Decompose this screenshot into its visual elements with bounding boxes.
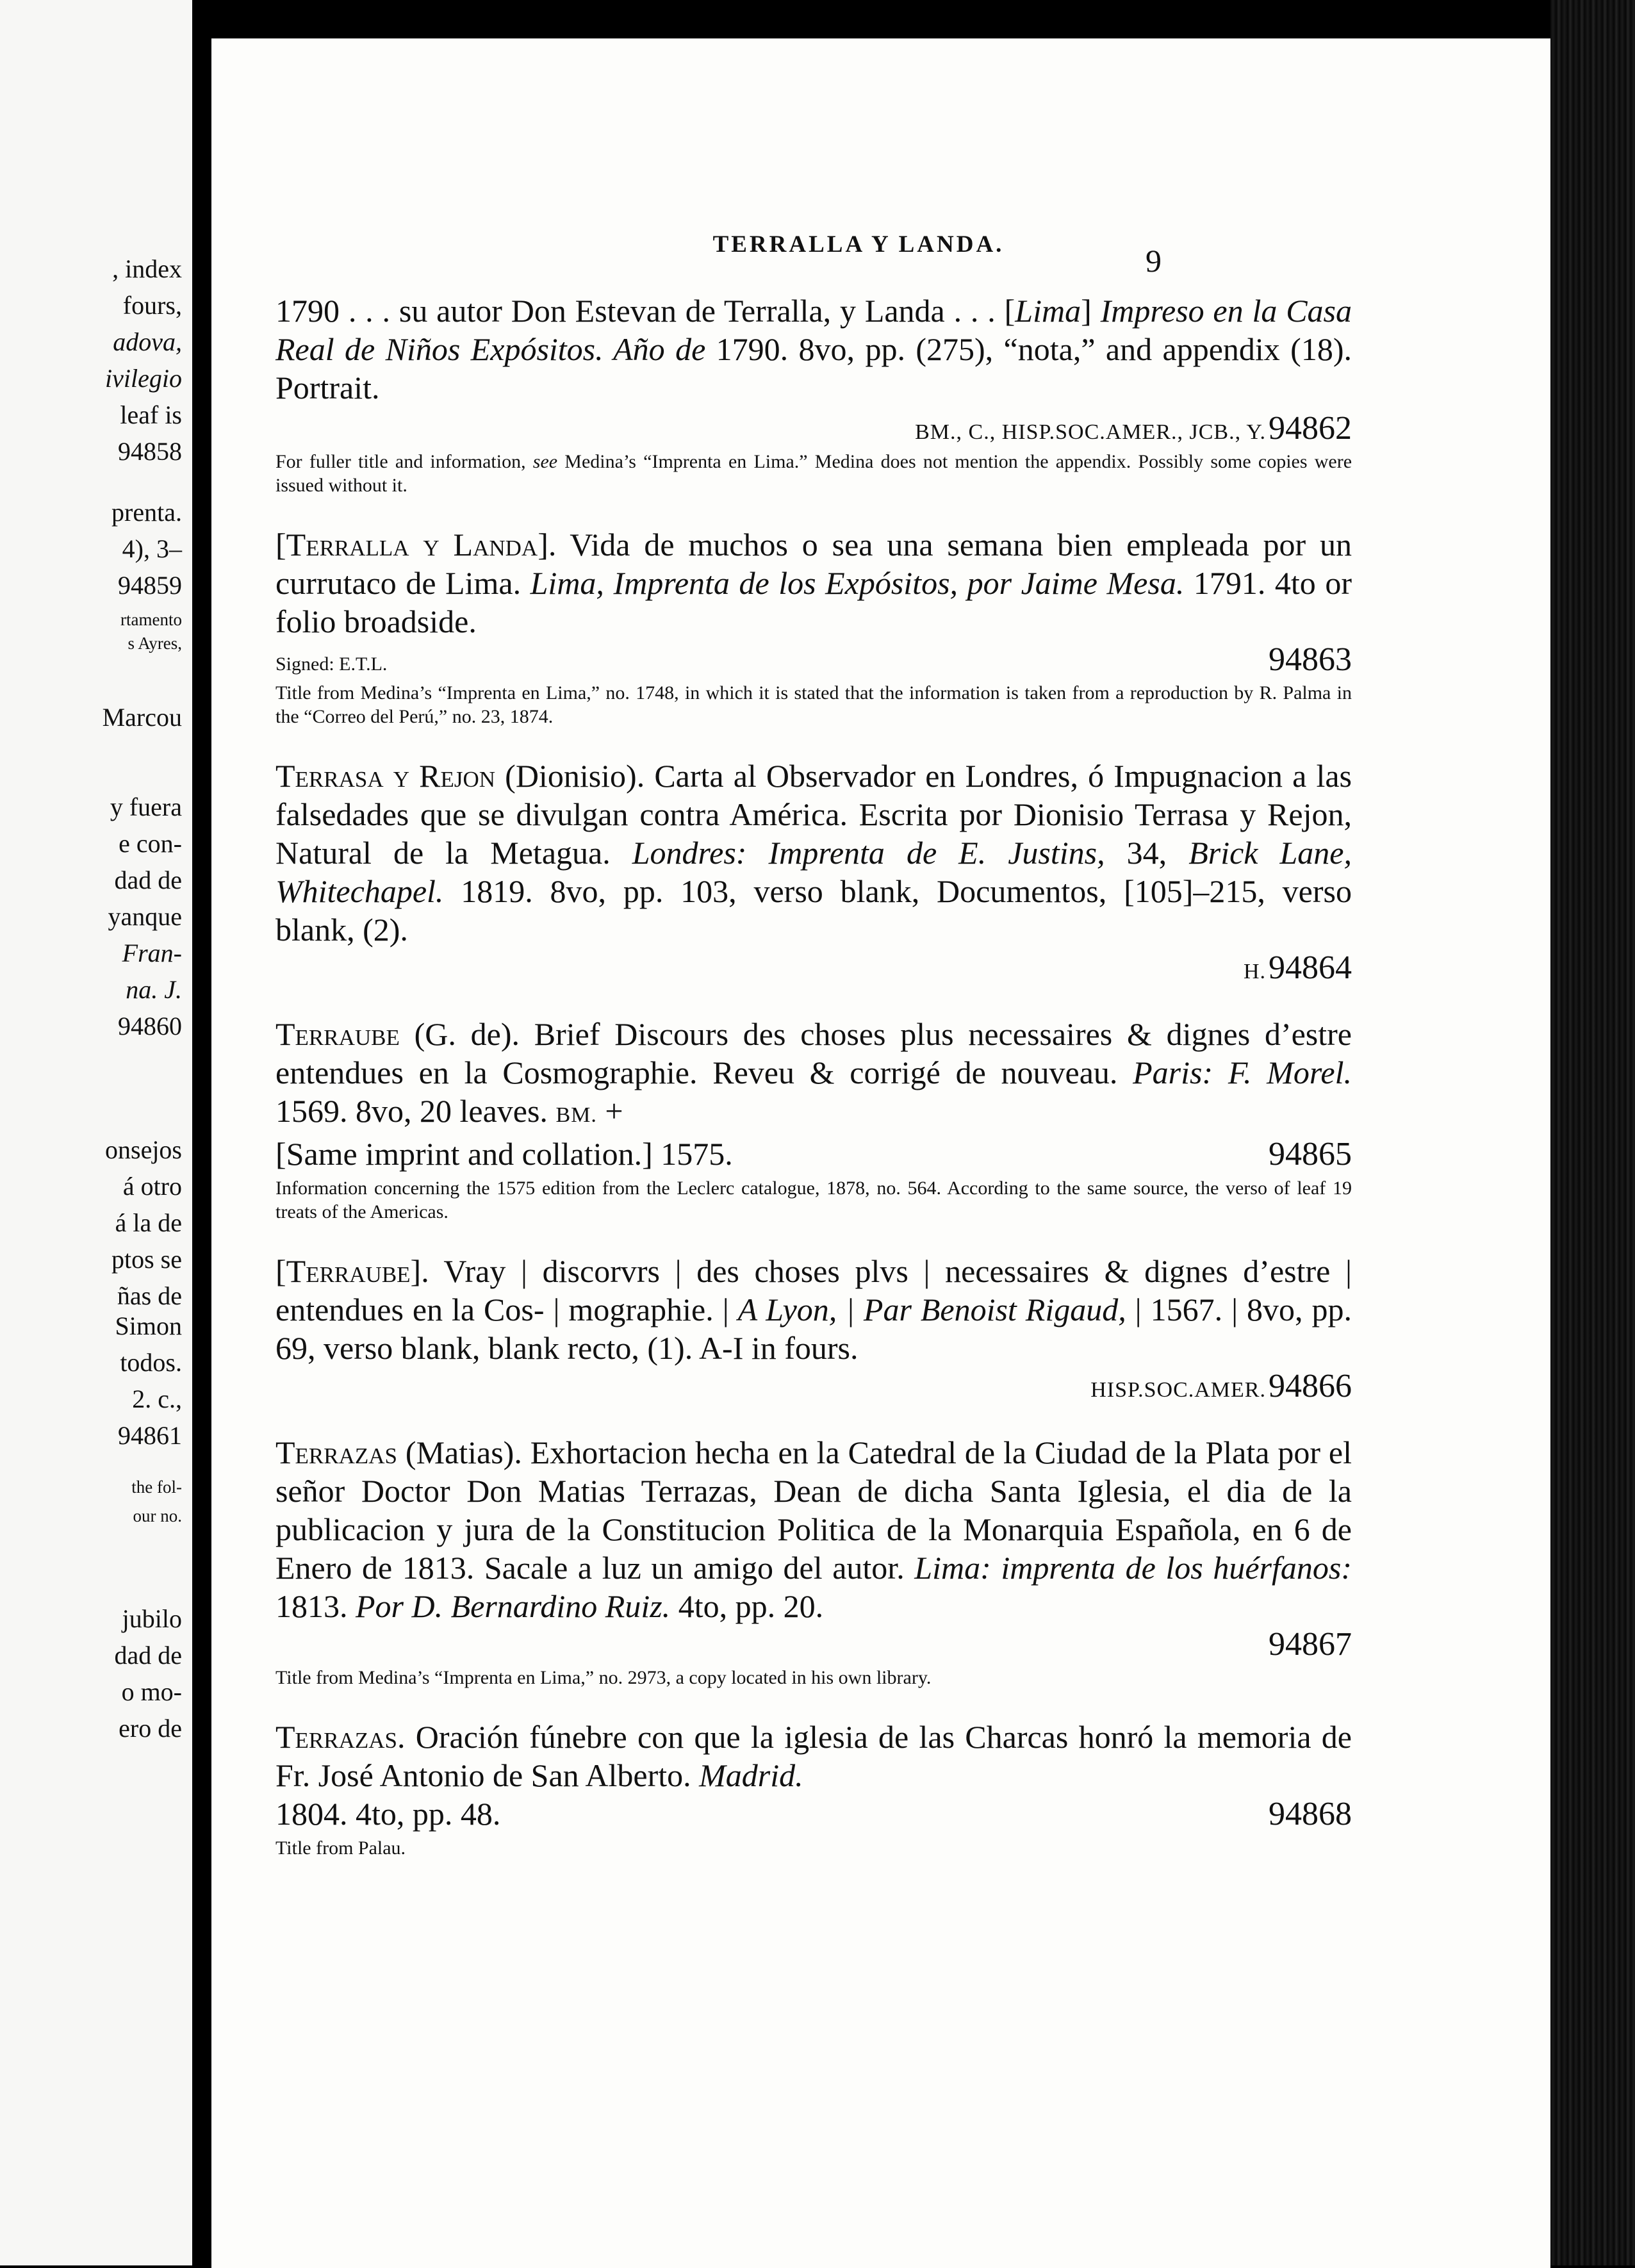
entry-text: Vray | discorvrs | des choses plvs | necessaires & dignes d’estre | entendues en la Cos- | mographie. |	[275, 1253, 1352, 1327]
entry-collation-line	[275, 1795, 1352, 1834]
entry-imprint: Impreso en la Casa Real de Niños Expósitos. Año de	[275, 293, 1352, 367]
left-fragment: todos.	[120, 1348, 182, 1377]
entry-94868	[275, 1718, 1352, 1860]
left-fragment: jubilo	[122, 1604, 182, 1633]
entry-note	[275, 450, 1352, 497]
left-fragment: ivilegio	[105, 364, 182, 393]
left-fragment: o mo-	[121, 1677, 182, 1706]
entry-body	[275, 1252, 1352, 1367]
entry-signed-line	[275, 641, 1352, 678]
left-fragment: dad de	[114, 866, 182, 894]
entry-94866	[275, 1252, 1352, 1405]
left-fragment: ptos se	[111, 1245, 182, 1274]
left-fragment: , index	[112, 254, 182, 283]
entry-holdings-line	[275, 1367, 1352, 1405]
entry-collation: 1569. 8vo, 20 leaves.	[275, 1093, 556, 1129]
left-fragment: 94860	[118, 1012, 182, 1040]
entry-imprint: A Lyon, | Par Benoist Rigaud,	[737, 1292, 1126, 1327]
left-fragment: adova,	[113, 327, 182, 356]
entry-body	[275, 1718, 1352, 1795]
entry-body	[275, 1433, 1352, 1625]
entry-number: 94862	[1269, 410, 1352, 447]
book-edge	[1550, 0, 1635, 2265]
left-fragment: Simon	[115, 1311, 182, 1340]
left-fragment: yanque	[108, 902, 182, 931]
entry-text: Vida de muchos o sea una semana bien empleada por un currutaco de Lima.	[275, 527, 1352, 601]
entry-text: 1813.	[275, 1588, 356, 1624]
entry-text: (G. de). Brief Discours des choses plus necessaires & dignes d’estre entendues en la Cosmographie. Reveu & corrigé de nouveau.	[275, 1016, 1352, 1090]
entry-holdings: BM., C., HISP.SOC.AMER., JCB., Y.	[915, 420, 1266, 444]
entry-body	[275, 757, 1352, 949]
left-fragment: 4), 3–	[122, 534, 182, 563]
entry-collation: 4to, pp. 20.	[670, 1588, 824, 1624]
left-fragment: dad de	[114, 1641, 182, 1670]
left-fragment: á otro	[122, 1172, 182, 1201]
entry-holdings-line	[275, 409, 1352, 447]
entry-heading: [Terraube].	[275, 1253, 429, 1289]
entry-number-line	[275, 1625, 1352, 1663]
entry-holdings: HISP.SOC.AMER.	[1090, 1378, 1266, 1402]
entry-collation: 1804. 4to, pp. 48.	[275, 1796, 501, 1832]
left-fragment: prenta.	[111, 498, 182, 527]
entry-text: 1790 . . . su autor Don Estevan de Terralla, y Landa . . . [	[275, 293, 1015, 329]
note-text: For fuller title and information,	[275, 451, 533, 472]
entry-text: (Dionisio). Carta al Observador en Londres, ó Impugnacion a las falsedades que se divulgan contra América. Escrita por Dionisio Terrasa y Rejon, Natural de la Metagua.	[275, 758, 1352, 871]
entry-collation: | 1567. | 8vo, pp. 69, verso blank, blank recto, (1). A-I in fours.	[275, 1292, 1352, 1366]
main-page	[211, 38, 1550, 2268]
entry-text: Oración fúnebre con que la iglesia de las Charcas honró la memoria de Fr. José Antonio de San Alberto.	[275, 1719, 1352, 1793]
entry-text: 34,	[1105, 835, 1189, 871]
left-fragment: á la de	[115, 1208, 182, 1237]
left-fragment: e con-	[119, 829, 182, 858]
left-fragment: ñas de	[117, 1281, 182, 1310]
entry-collation: 1791. 4to or folio broadside.	[275, 565, 1352, 639]
entry-holdings-line	[275, 949, 1352, 987]
entry-number: 94867	[1269, 1626, 1352, 1663]
entries-column	[275, 292, 1352, 1888]
left-fragment: ero de	[119, 1714, 182, 1743]
entry-imprint: Lima: imprenta de los huérfanos:	[914, 1550, 1352, 1586]
left-fragment: y fuera	[110, 793, 182, 821]
left-fragment: 2. c.,	[132, 1385, 182, 1413]
entry-number: 94864	[1269, 949, 1352, 986]
entry-number: 94868	[1269, 1796, 1352, 1832]
entry-94865	[275, 1015, 1352, 1224]
left-fragment: our no.	[133, 1506, 182, 1525]
entry-heading: Terrazas	[275, 1434, 398, 1470]
entry-note: Title from Palau.	[275, 1837, 406, 1859]
note-text: Medina’s “Imprenta en Lima.” Medina does not mention the appendix. Possibly some copies were issued without it.	[275, 451, 1352, 496]
entry-text: (Matias). Exhortacion hecha en la Catedral de la Ciudad de la Plata por el señor Doctor Don Matias Terrazas, Dean de dicha Santa Iglesia, el dia de la publicacion y jura de la Constitucion Politica de la Monarquia Española, en 6 de Enero de 1813. Sacale a luz un amigo del autor.	[275, 1434, 1352, 1586]
entry-signed: Signed: E.T.L.	[275, 653, 388, 675]
entry-note: Title from Medina’s “Imprenta en Lima,” no. 1748, in which it is stated that the information is taken from a reproduction by R. Palma in the “Correo del Perú,” no. 23, 1874.	[275, 682, 1352, 727]
left-fragment: s Ayres,	[127, 634, 182, 653]
entry-imprint: Madrid.	[699, 1757, 803, 1793]
left-fragment: onsejos	[105, 1135, 182, 1164]
entry-collation: 1819. 8vo, pp. 103, verso blank, Documentos, [105]–215, verso blank, (2).	[275, 873, 1352, 948]
left-fragment: Fran-	[122, 939, 182, 967]
entry-imprint: Paris: F. Morel.	[1133, 1055, 1352, 1090]
entry-printer: Por D. Bernardino Ruiz.	[356, 1588, 671, 1624]
entry-note: Title from Medina’s “Imprenta en Lima,” no. 2973, a copy located in his own library.	[275, 1667, 932, 1688]
entry-holdings: H.	[1243, 960, 1266, 983]
left-fragment: 94861	[118, 1421, 182, 1450]
left-fragment: fours,	[122, 291, 182, 320]
entry-second-edition: [Same imprint and collation.] 1575.	[275, 1136, 733, 1172]
left-fragment: rtamento	[120, 610, 182, 629]
left-fragment: Marcou	[102, 703, 182, 732]
entry-text: +	[596, 1093, 623, 1129]
entry-heading: Terrasa y Rejon	[275, 758, 496, 794]
entry-94862	[275, 292, 1352, 497]
entry-collation: 1790. 8vo, pp. (275), “nota,” and appendix (18). Portrait.	[275, 331, 1352, 406]
entry-number: 94866	[1269, 1368, 1352, 1404]
entry-place: Lima	[1015, 293, 1081, 329]
entry-imprint: Lima, Imprenta de los Expósitos, por Jaime Mesa.	[530, 565, 1185, 601]
entry-holdings: BM.	[555, 1103, 597, 1127]
left-fragment: na. J.	[126, 975, 182, 1004]
entry-imprint: Brick Lane, Whitechapel.	[275, 835, 1352, 909]
entry-body	[275, 525, 1352, 641]
page-number: 9	[1146, 243, 1162, 279]
note-see: see	[532, 451, 558, 472]
entry-heading: Terraube	[275, 1016, 400, 1052]
entry-second-edition-line	[275, 1135, 1352, 1174]
left-fragment: the fol-	[131, 1477, 182, 1497]
entry-94864	[275, 757, 1352, 987]
left-fragment: 94859	[118, 571, 182, 600]
running-head: TERRALLA Y LANDA.	[712, 231, 1005, 258]
entry-94863	[275, 525, 1352, 728]
entry-number: 94865	[1269, 1136, 1352, 1172]
left-page-margin	[0, 0, 192, 2265]
entry-body	[275, 292, 1352, 407]
entry-note: Information concerning the 1575 edition from the Leclerc catalogue, 1878, no. 564. According to the same source, the verso of leaf 19 treats of the Americas.	[275, 1178, 1352, 1222]
left-fragment: leaf is	[120, 400, 182, 429]
entry-heading: Terrazas.	[275, 1719, 406, 1755]
entry-body	[275, 1015, 1352, 1135]
entry-number: 94863	[1269, 641, 1352, 678]
left-fragment: 94858	[118, 437, 182, 466]
entry-text: ]	[1081, 293, 1101, 329]
entry-imprint: Londres: Imprenta de E. Justins,	[632, 835, 1105, 871]
entry-heading: [Terralla y Landa].	[275, 527, 557, 563]
entry-94867	[275, 1433, 1352, 1689]
